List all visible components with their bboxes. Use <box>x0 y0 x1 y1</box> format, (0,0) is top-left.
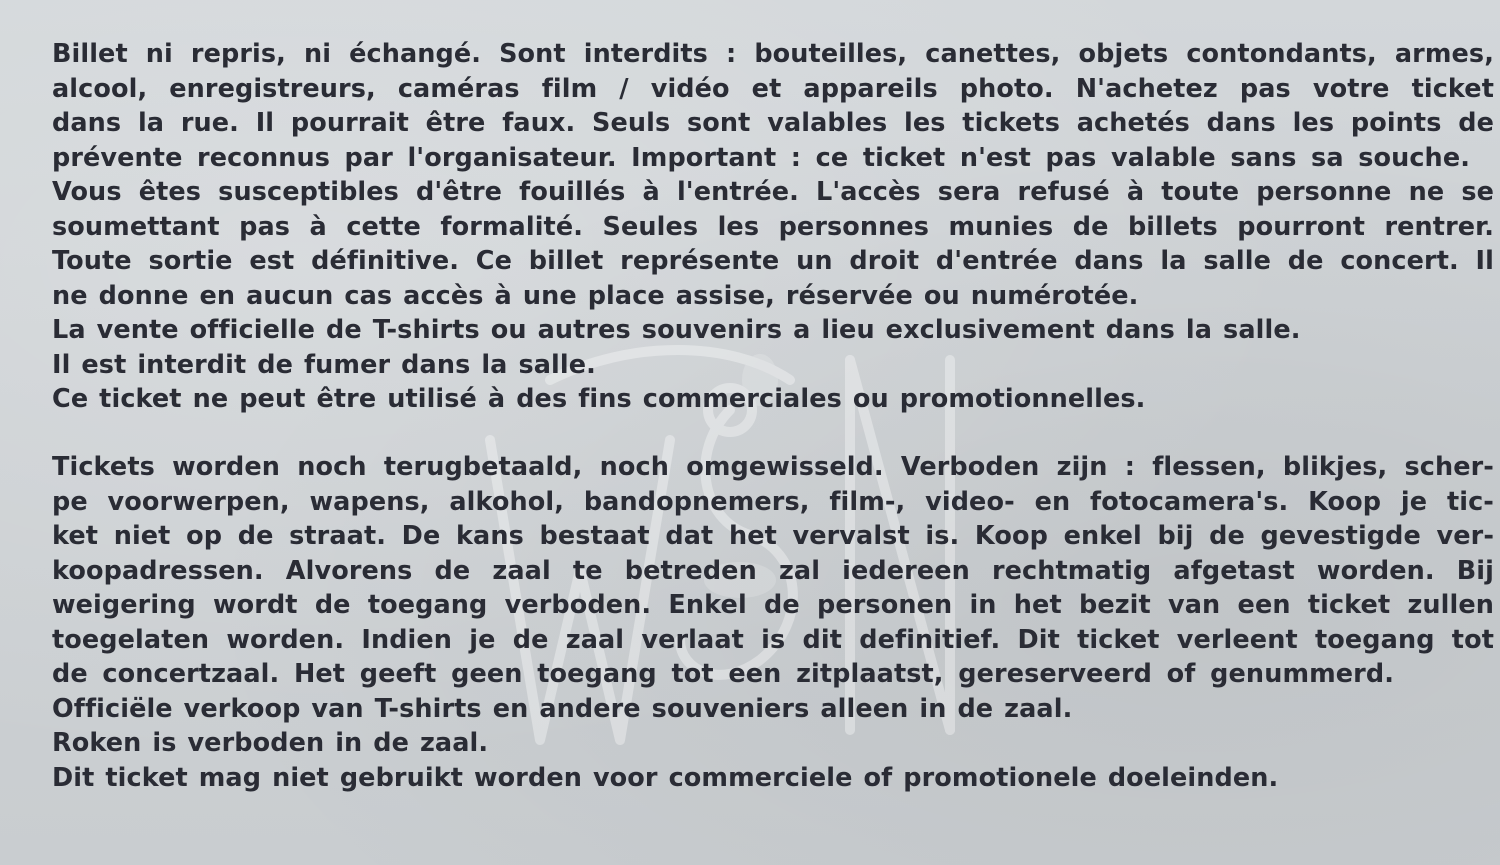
french-line: Billet ni repris, ni échangé. Sont interdits : bouteilles, canettes, objets contondants, armes, <box>52 39 1494 69</box>
dutch-line: Officiële verkoop van T-shirts en andere souveniers alleen in de zaal. <box>52 693 1073 724</box>
french-line: soumettant pas à cette formalité. Seules les personnes munies de billets pourront rentrer. <box>52 211 1494 242</box>
french-line: Ce ticket ne peut être utilisé à des fins commerciales ou promotionnelles. <box>52 384 1146 414</box>
french-line: alcool, enregistreurs, caméras film / vidéo et appareils photo. N'achetez pas votre ticket <box>52 73 1494 104</box>
french-line: dans la rue. Il pourrait être faux. Seuls sont valables les tickets achetés dans les points de <box>52 108 1494 138</box>
french-line: Toute sortie est définitive. Ce billet représente un droit d'entrée dans la salle de concert. Il <box>52 246 1494 276</box>
dutch-line: pe voorwerpen, wapens, alkohol, bandopnemers, film-, video- en fotocamera's. Koop je tic- <box>52 486 1494 517</box>
dutch-line: koopadressen. Alvorens de zaal te betreden zal iedereen rechtmatig afgetast worden. Bij <box>52 555 1494 586</box>
dutch-line: weigering wordt de toegang verboden. Enkel de personen in het bezit van een ticket zullen <box>52 590 1494 620</box>
dutch-line: de concertzaal. Het geeft geen toegang tot een zitplaatst, gereserveerd of genummerd. <box>52 659 1394 689</box>
dutch-line: toegelaten worden. Indien je de zaal verlaat is dit definitief. Dit ticket verleent toegang tot <box>52 624 1494 655</box>
french-line: La vente officielle de T-shirts ou autres souvenirs a lieu exclusivement dans la salle. <box>52 315 1301 345</box>
french-line: ne donne en aucun cas accès à une place assise, réservée ou numérotée. <box>52 280 1139 311</box>
dutch-line: ket niet op de straat. De kans bestaat dat het vervalst is. Koop enkel bij de gevestigde ver- <box>52 521 1494 551</box>
dutch-line: Roken is verboden in de zaal. <box>52 728 489 758</box>
french-line: Vous êtes susceptibles d'être fouillés à l'entrée. L'accès sera refusé à toute personne ne se <box>52 177 1494 207</box>
french-line: Il est interdit de fumer dans la salle. <box>52 349 596 380</box>
french-line: prévente reconnus par l'organisateur. Important : ce ticket n'est pas valable sans sa souche. <box>52 142 1470 173</box>
dutch-terms-block <box>52 450 1494 795</box>
dutch-line: Dit ticket mag niet gebruikt worden voor commerciele of promotionele doeleinden. <box>52 762 1279 793</box>
french-terms-block <box>52 37 1494 417</box>
dutch-line: Tickets worden noch terugbetaald, noch omgewisseld. Verboden zijn : flessen, blikjes, scher- <box>52 452 1494 482</box>
